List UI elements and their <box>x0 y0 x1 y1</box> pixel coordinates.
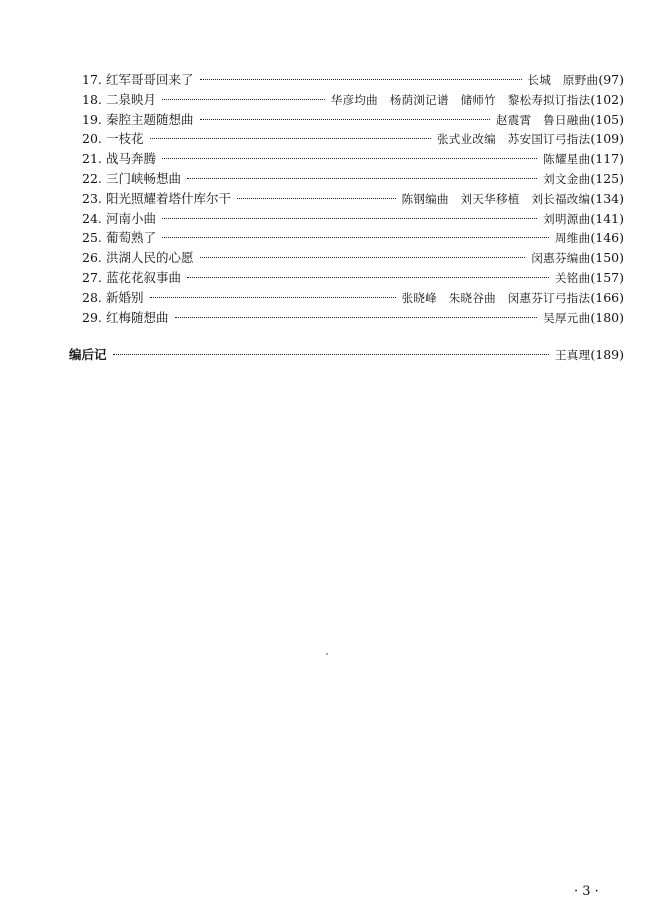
entry-page: (141) <box>590 210 624 226</box>
entry-credit: 关铭曲 <box>554 270 591 285</box>
page-number: · 3 · <box>574 884 599 899</box>
toc-entry <box>82 189 624 209</box>
entry-number: 24. <box>82 210 102 226</box>
entry-number: 28. <box>82 289 102 305</box>
afterword-entry <box>69 345 624 365</box>
toc-entry <box>82 268 624 288</box>
entry-page: (166) <box>590 289 624 305</box>
dot-leader <box>200 119 490 120</box>
entry-number: 22. <box>82 170 102 186</box>
entry-title: 河南小曲 <box>106 210 157 226</box>
entry-title: 二泉映月 <box>106 91 157 107</box>
entry-number: 25. <box>82 230 102 246</box>
toc-entry <box>82 110 624 130</box>
toc-entry <box>82 209 624 229</box>
entry-number: 21. <box>82 151 102 167</box>
dot-leader <box>175 317 538 318</box>
afterword-title: 编后记 <box>69 347 107 362</box>
dot-leader <box>150 297 396 298</box>
entry-title: 红军哥哥回来了 <box>106 72 194 87</box>
table-of-contents <box>82 70 624 327</box>
entry-page: (97) <box>598 72 624 87</box>
entry-number: 19. <box>82 111 102 127</box>
entry-page: (157) <box>590 269 624 285</box>
toc-entry <box>82 308 624 328</box>
entry-title: 葡萄熟了 <box>106 230 157 246</box>
entry-credit: 长城 原野曲 <box>527 73 599 87</box>
entry-title: 秦腔主题随想曲 <box>106 111 194 127</box>
entry-title: 一枝花 <box>106 131 144 147</box>
dot-leader <box>162 99 325 100</box>
entry-credit: 华彦均曲 杨荫浏记谱 储师竹 黎松寿拟订指法 <box>330 92 591 107</box>
toc-entry <box>82 70 624 90</box>
entry-credit: 赵震霄 鲁日融曲 <box>495 112 591 127</box>
entry-page: (180) <box>590 309 624 325</box>
dot-leader <box>150 138 431 139</box>
entry-title: 战马奔腾 <box>106 151 157 167</box>
dot-leader <box>200 257 526 258</box>
dot-leader <box>187 178 537 179</box>
scan-speck <box>326 653 328 655</box>
entry-page: (105) <box>590 111 624 127</box>
entry-credit: 陈耀星曲 <box>543 152 591 167</box>
entry-title: 蓝花花叙事曲 <box>106 269 182 285</box>
entry-credit: 闵惠芬编曲 <box>531 251 591 266</box>
entry-number: 29. <box>82 309 102 325</box>
afterword-credit: 王真理 <box>554 348 591 362</box>
entry-page: (150) <box>590 250 624 266</box>
entry-credit: 刘文金曲 <box>543 171 591 186</box>
dot-leader <box>162 158 537 159</box>
dot-leader <box>162 237 549 238</box>
dot-leader <box>187 277 549 278</box>
toc-entry <box>82 228 624 248</box>
entry-number: 27. <box>82 269 102 285</box>
entry-title: 红梅随想曲 <box>106 309 169 325</box>
toc-entry <box>82 149 624 169</box>
entry-page: (117) <box>590 151 624 167</box>
dot-leader <box>162 218 537 219</box>
toc-entry <box>82 248 624 268</box>
dot-leader <box>237 198 396 199</box>
entry-credit: 张式业改编 苏安国订弓指法 <box>436 132 591 147</box>
toc-entry <box>82 129 624 149</box>
entry-credit: 张晓峰 朱晓谷曲 闵惠芬订弓指法 <box>401 290 591 305</box>
entry-credit: 周维曲 <box>554 231 591 246</box>
entry-page: (146) <box>590 230 624 246</box>
entry-title: 新婚别 <box>106 289 144 305</box>
entry-credit: 刘明源曲 <box>543 211 591 226</box>
toc-entry <box>82 169 624 189</box>
toc-entry <box>82 288 624 308</box>
entry-page: (109) <box>590 131 624 147</box>
toc-entry <box>82 90 624 110</box>
entry-title: 三门峡畅想曲 <box>106 170 182 186</box>
entry-page: (102) <box>590 91 624 107</box>
entry-page: (134) <box>590 190 624 206</box>
afterword-page: (189) <box>590 347 624 362</box>
entry-number: 26. <box>82 250 102 266</box>
entry-number: 23. <box>82 190 102 206</box>
entry-number: 20. <box>82 131 102 147</box>
dot-leader <box>113 354 549 355</box>
entry-credit: 吴厚元曲 <box>543 310 591 325</box>
entry-credit: 陈钢编曲 刘天华移植 刘长福改编 <box>401 191 591 206</box>
dot-leader <box>200 79 522 80</box>
entry-number: 18. <box>82 91 102 107</box>
entry-number: 17. <box>82 72 102 87</box>
entry-page: (125) <box>590 170 624 186</box>
entry-title: 阳光照耀着塔什库尔干 <box>106 190 232 206</box>
entry-title: 洪湖人民的心愿 <box>106 250 194 266</box>
